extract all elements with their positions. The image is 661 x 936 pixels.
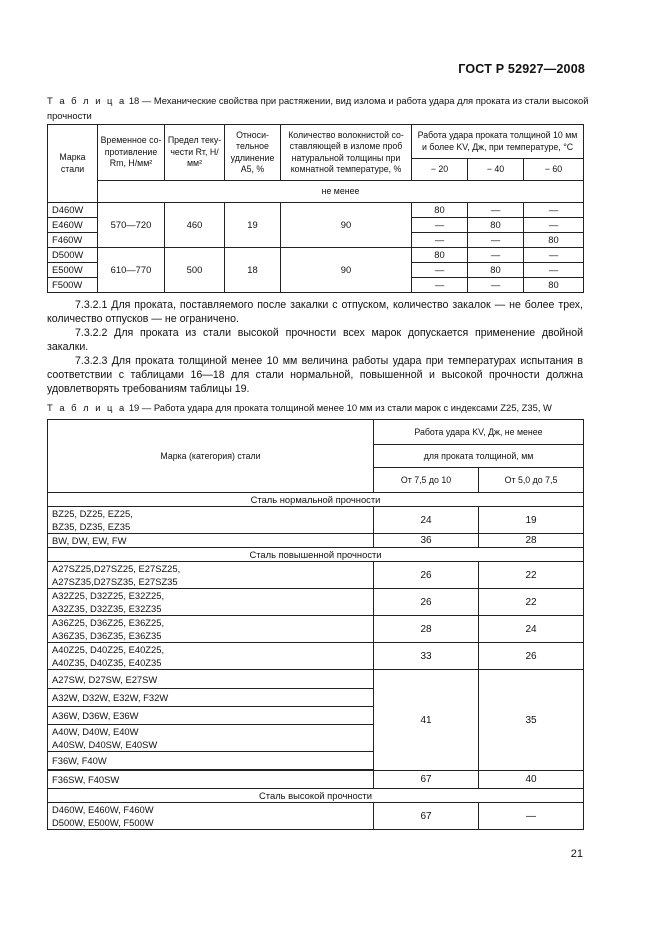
clause-7-3-2-3: 7.3.2.3 Для проката толщиной менее 10 мм величина работы удара при температурах испытания в соответствии с таблицами 16—18 для стали нормальной, повышенной и высокой прочности должна удовлетворять требованиям таблицы 19.	[47, 355, 583, 395]
table-row: BZ25, DZ25, EZ25, BZ35, DZ35, EZ35	[48, 507, 374, 534]
section-increased: Сталь повышенной прочности	[48, 548, 584, 562]
table-row: A32W, D32W, E32W, F32W	[48, 689, 374, 707]
section-high: Сталь высокой прочности	[48, 789, 584, 803]
table-row: D500W	[48, 248, 98, 263]
table-row: A32Z25, D32Z25, E32Z25, A32Z35, D32Z35, E32Z35	[48, 589, 374, 616]
col-7-5-10: От 7,5 до 10	[374, 468, 479, 493]
min-note: не менее	[98, 181, 584, 203]
clause-7-3-2-2: 7.3.2.2 Для проката из стали высокой прочности всех марок допускается применение двойной закалки.	[47, 327, 583, 353]
table-row: A40W, D40W, E40W A40SW, D40SW, E40SW	[48, 725, 374, 752]
table-row: A27SZ25,D27SZ25, E27SZ25, A27SZ35,D27SZ35, E27SZ35	[48, 562, 374, 589]
table-row: E460W	[48, 218, 98, 233]
table-18-caption: Т а б л и ц а 18 — Механические свойства при растяжении, вид излома и работа удара для проката из стали высокой прочности	[47, 95, 589, 121]
table-row: E500W	[48, 263, 98, 278]
temp-60: − 60	[524, 159, 584, 181]
table-row: F36W, F40W	[48, 752, 374, 770]
section-normal: Сталь нормальной прочности	[48, 493, 584, 507]
table-row: F500W	[48, 278, 98, 293]
col-yield: Предел теку-чести Rт, Н/мм²	[165, 125, 225, 181]
table-19: Марка (категория) стали Работа удара KV, Дж, не менее для проката толщиной, мм От 7,5 до 10 От 5,0 до 7,5 Сталь нормальной прочности BZ25, DZ25, EZ25, BZ35, DZ35, EZ35 24 19 BW, DW, EW, FW 36 28 Сталь повышенной прочности A27SZ25,D27SZ25, E27SZ25, A27SZ35,D27SZ35, E27SZ35 26 22 A32Z25, D32Z25, E32Z25, A32Z35, D32Z35, E32Z35 26 22 A36Z25, D36Z25, E36Z25, A36Z35, D36Z35, E36Z35 28 24 A40Z25, D40Z25, E40Z25, A40Z35, D40Z35, E40Z35 33 26 A27SW, D27SW, E27SW 41 35 A32W, D32W, E32W, F32W A36W, D36W, E36W A40W, D40W, E40W A40SW, D40SW, E40SW F36W, F40W F36SW, F40SW 67 40 Сталь высокой прочности D460W, E460W, F460W D500W, E500W, F500W 67 —	[47, 419, 584, 830]
col-elongation: Относи-тельное удлинение A5, %	[225, 125, 281, 181]
col-thickness: для проката толщиной, мм	[374, 445, 584, 468]
table-18: Марка стали Временное со-противление Rm, Н/мм² Предел теку-чести Rт, Н/мм² Относи-тельное удлинение A5, % Количество волокнистой со-ставляющей в изломе проб натуральной толщины при комнатной температуре, % Работа удара проката толщиной 10 мм и более KV, Дж, при температуре, °С − 20 − 40 − 60 не менее D460W 570—720 460 19 90 80 — — E460W — 80 — F460W — — 80 D500W 610—770 500 18 90 80 — — E500W — 80 — F500W — — 80	[47, 124, 584, 293]
clause-7-3-2-1: 7.3.2.1 Для проката, поставляемого после закалки с отпуском, количество закалок — не более трех, количество отпусков — не ограничено.	[47, 299, 583, 325]
col-5-7-5: От 5,0 до 7,5	[479, 468, 584, 493]
table-row: A36W, D36W, E36W	[48, 707, 374, 725]
table-row: F460W	[48, 233, 98, 248]
document-id: ГОСТ Р 52927—2008	[458, 62, 585, 76]
table-row: D460W	[48, 203, 98, 218]
table-19-caption: Т а б л и ц а 19 — Работа удара для проката толщиной менее 10 мм из стали марок с индексами Z25, Z35, W	[47, 402, 552, 413]
col-impact-kv: Работа удара KV, Дж, не менее	[374, 420, 584, 445]
col-grade-category: Марка (категория) стали	[48, 420, 374, 493]
table-row: A40Z25, D40Z25, E40Z25, A40Z35, D40Z35, E40Z35	[48, 643, 374, 670]
table-row: F36SW, F40SW	[48, 771, 374, 789]
temp-40: − 40	[468, 159, 524, 181]
table-row: A36Z25, D36Z25, E36Z25, A36Z35, D36Z35, E36Z35	[48, 616, 374, 643]
col-grade: Марка стали	[48, 125, 98, 203]
col-impact: Работа удара проката толщиной 10 мм и более KV, Дж, при температуре, °С	[412, 125, 584, 159]
table-row: BW, DW, EW, FW	[48, 534, 374, 548]
table-row: D460W, E460W, F460W D500W, E500W, F500W	[48, 803, 374, 830]
table-row: A27SW, D27SW, E27SW	[48, 670, 374, 689]
clauses-7-3-2	[47, 298, 583, 396]
temp-20: − 20	[412, 159, 468, 181]
col-fiber: Количество волокнистой со-ставляющей в изломе проб натуральной толщины при комнатной температуре, %	[281, 125, 412, 181]
col-tensile: Временное со-противление Rm, Н/мм²	[98, 125, 165, 181]
page-number: 21	[570, 848, 583, 860]
